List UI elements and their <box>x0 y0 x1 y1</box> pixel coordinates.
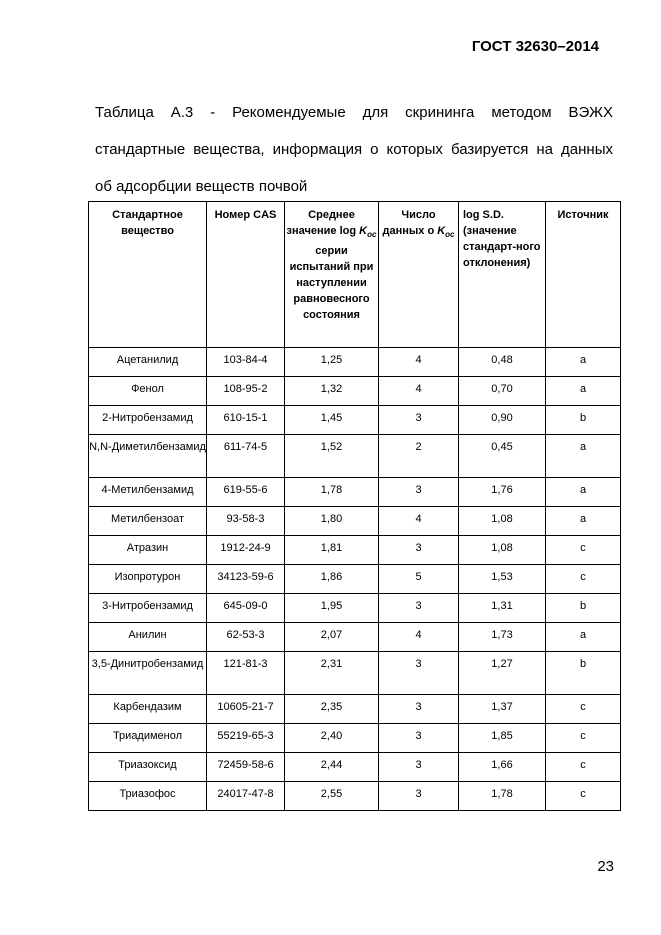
cell-cas: 34123-59-6 <box>207 565 285 594</box>
cell-substance: Изопротурон <box>89 565 207 594</box>
cell-source: c <box>546 695 621 724</box>
cell-data-count: 3 <box>379 594 459 623</box>
caption-line-1: Таблица А.3 - Рекомендуемые для скрининга методом ВЭЖХ <box>95 104 613 121</box>
cell-substance: Триазоксид <box>89 753 207 782</box>
cell-mean-log-koc: 1,81 <box>285 536 379 565</box>
cell-substance: Триазофос <box>89 782 207 811</box>
cell-substance: Метилбензоат <box>89 507 207 536</box>
header-data-count: Число данных о $K_{oc}$ <box>379 202 459 348</box>
cell-cas: 619-55-6 <box>207 478 285 507</box>
cell-cas: 55219-65-3 <box>207 724 285 753</box>
table-row <box>89 507 621 536</box>
cell-data-count: 3 <box>379 652 459 695</box>
table-row <box>89 695 621 724</box>
cell-log-sd: 1,73 <box>459 623 546 652</box>
cell-cas: 610-15-1 <box>207 406 285 435</box>
cell-cas: 103-84-4 <box>207 348 285 377</box>
cell-log-sd: 0,48 <box>459 348 546 377</box>
header-substance: Стандартное вещество <box>89 202 207 348</box>
cell-cas: 121-81-3 <box>207 652 285 695</box>
cell-cas: 62-53-3 <box>207 623 285 652</box>
cell-log-sd: 1,76 <box>459 478 546 507</box>
cell-substance: Карбендазим <box>89 695 207 724</box>
table-row <box>89 724 621 753</box>
cell-substance: Анилин <box>89 623 207 652</box>
cell-source: b <box>546 406 621 435</box>
cell-mean-log-koc: 1,25 <box>285 348 379 377</box>
cell-log-sd: 1,31 <box>459 594 546 623</box>
cell-mean-log-koc: 1,80 <box>285 507 379 536</box>
page-number: 23 <box>597 858 614 875</box>
table-row <box>89 565 621 594</box>
cell-data-count: 5 <box>379 565 459 594</box>
cell-mean-log-koc: 2,35 <box>285 695 379 724</box>
cell-source: a <box>546 348 621 377</box>
cell-source: c <box>546 753 621 782</box>
cell-data-count: 3 <box>379 695 459 724</box>
cell-mean-log-koc: 1,32 <box>285 377 379 406</box>
table-row <box>89 594 621 623</box>
cell-substance: 4-Метилбензамид <box>89 478 207 507</box>
cell-substance: Атразин <box>89 536 207 565</box>
cell-substance: Ацетанилид <box>89 348 207 377</box>
cell-log-sd: 1,66 <box>459 753 546 782</box>
table-row <box>89 348 621 377</box>
cell-source: a <box>546 507 621 536</box>
cell-source: a <box>546 478 621 507</box>
cell-cas: 93-58-3 <box>207 507 285 536</box>
table-row <box>89 406 621 435</box>
table-row <box>89 536 621 565</box>
cell-source: c <box>546 782 621 811</box>
cell-substance: Фенол <box>89 377 207 406</box>
cell-source: a <box>546 377 621 406</box>
cell-data-count: 4 <box>379 507 459 536</box>
cell-cas: 108-95-2 <box>207 377 285 406</box>
cell-source: c <box>546 536 621 565</box>
cell-log-sd: 1,78 <box>459 782 546 811</box>
cell-mean-log-koc: 2,40 <box>285 724 379 753</box>
cell-data-count: 4 <box>379 348 459 377</box>
cell-mean-log-koc: 1,45 <box>285 406 379 435</box>
cell-mean-log-koc: 1,52 <box>285 435 379 478</box>
cell-data-count: 3 <box>379 753 459 782</box>
cell-log-sd: 0,90 <box>459 406 546 435</box>
table-row <box>89 623 621 652</box>
cell-source: b <box>546 594 621 623</box>
cell-cas: 10605-21-7 <box>207 695 285 724</box>
cell-mean-log-koc: 1,95 <box>285 594 379 623</box>
cell-substance: Триадименол <box>89 724 207 753</box>
table-row <box>89 753 621 782</box>
cell-source: c <box>546 724 621 753</box>
cell-log-sd: 1,37 <box>459 695 546 724</box>
cell-log-sd: 1,85 <box>459 724 546 753</box>
cell-mean-log-koc: 2,31 <box>285 652 379 695</box>
cell-log-sd: 0,70 <box>459 377 546 406</box>
cell-cas: 24017-47-8 <box>207 782 285 811</box>
cell-source: c <box>546 565 621 594</box>
cell-data-count: 3 <box>379 536 459 565</box>
cell-substance: 3,5-Динитробензамид <box>89 652 207 695</box>
header-log-sd: log S.D. (значение стандарт-ного отклонения) <box>459 202 546 348</box>
cell-mean-log-koc: 2,07 <box>285 623 379 652</box>
table-row <box>89 782 621 811</box>
cell-data-count: 3 <box>379 782 459 811</box>
table-row <box>89 435 621 478</box>
cell-log-sd: 0,45 <box>459 435 546 478</box>
cell-data-count: 3 <box>379 724 459 753</box>
cell-data-count: 2 <box>379 435 459 478</box>
header-source: Источник <box>546 202 621 348</box>
header-mean-log-koc: Среднее значение $\log K_{oc}$ серии испытаний при наступлении равновесного состояния <box>285 202 379 348</box>
cell-mean-log-koc: 1,86 <box>285 565 379 594</box>
cell-log-sd: 1,53 <box>459 565 546 594</box>
standard-number: ГОСТ 32630–2014 <box>471 38 599 55</box>
table-row <box>89 652 621 695</box>
cell-substance: 3-Нитробензамид <box>89 594 207 623</box>
cell-mean-log-koc: 2,55 <box>285 782 379 811</box>
cell-cas: 645-09-0 <box>207 594 285 623</box>
table-header-row <box>89 202 621 348</box>
table-row <box>89 377 621 406</box>
cell-cas: 611-74-5 <box>207 435 285 478</box>
caption-line-2: стандартные вещества, информация о которых базируется на данных <box>95 141 613 158</box>
reference-substances-table <box>88 201 621 811</box>
table-row <box>89 478 621 507</box>
cell-mean-log-koc: 1,78 <box>285 478 379 507</box>
cell-mean-log-koc: 2,44 <box>285 753 379 782</box>
cell-log-sd: 1,08 <box>459 507 546 536</box>
cell-data-count: 3 <box>379 406 459 435</box>
cell-substance: N,N-Диметилбензамид <box>89 435 207 478</box>
cell-data-count: 4 <box>379 377 459 406</box>
cell-source: a <box>546 435 621 478</box>
cell-log-sd: 1,08 <box>459 536 546 565</box>
cell-log-sd: 1,27 <box>459 652 546 695</box>
header-cas: Номер CAS <box>207 202 285 348</box>
cell-substance: 2-Нитробензамид <box>89 406 207 435</box>
table-caption <box>95 94 613 205</box>
cell-source: b <box>546 652 621 695</box>
cell-data-count: 3 <box>379 478 459 507</box>
cell-data-count: 4 <box>379 623 459 652</box>
cell-source: a <box>546 623 621 652</box>
cell-cas: 72459-58-6 <box>207 753 285 782</box>
cell-cas: 1912-24-9 <box>207 536 285 565</box>
caption-line-3: об адсорбции веществ почвой <box>95 178 308 195</box>
